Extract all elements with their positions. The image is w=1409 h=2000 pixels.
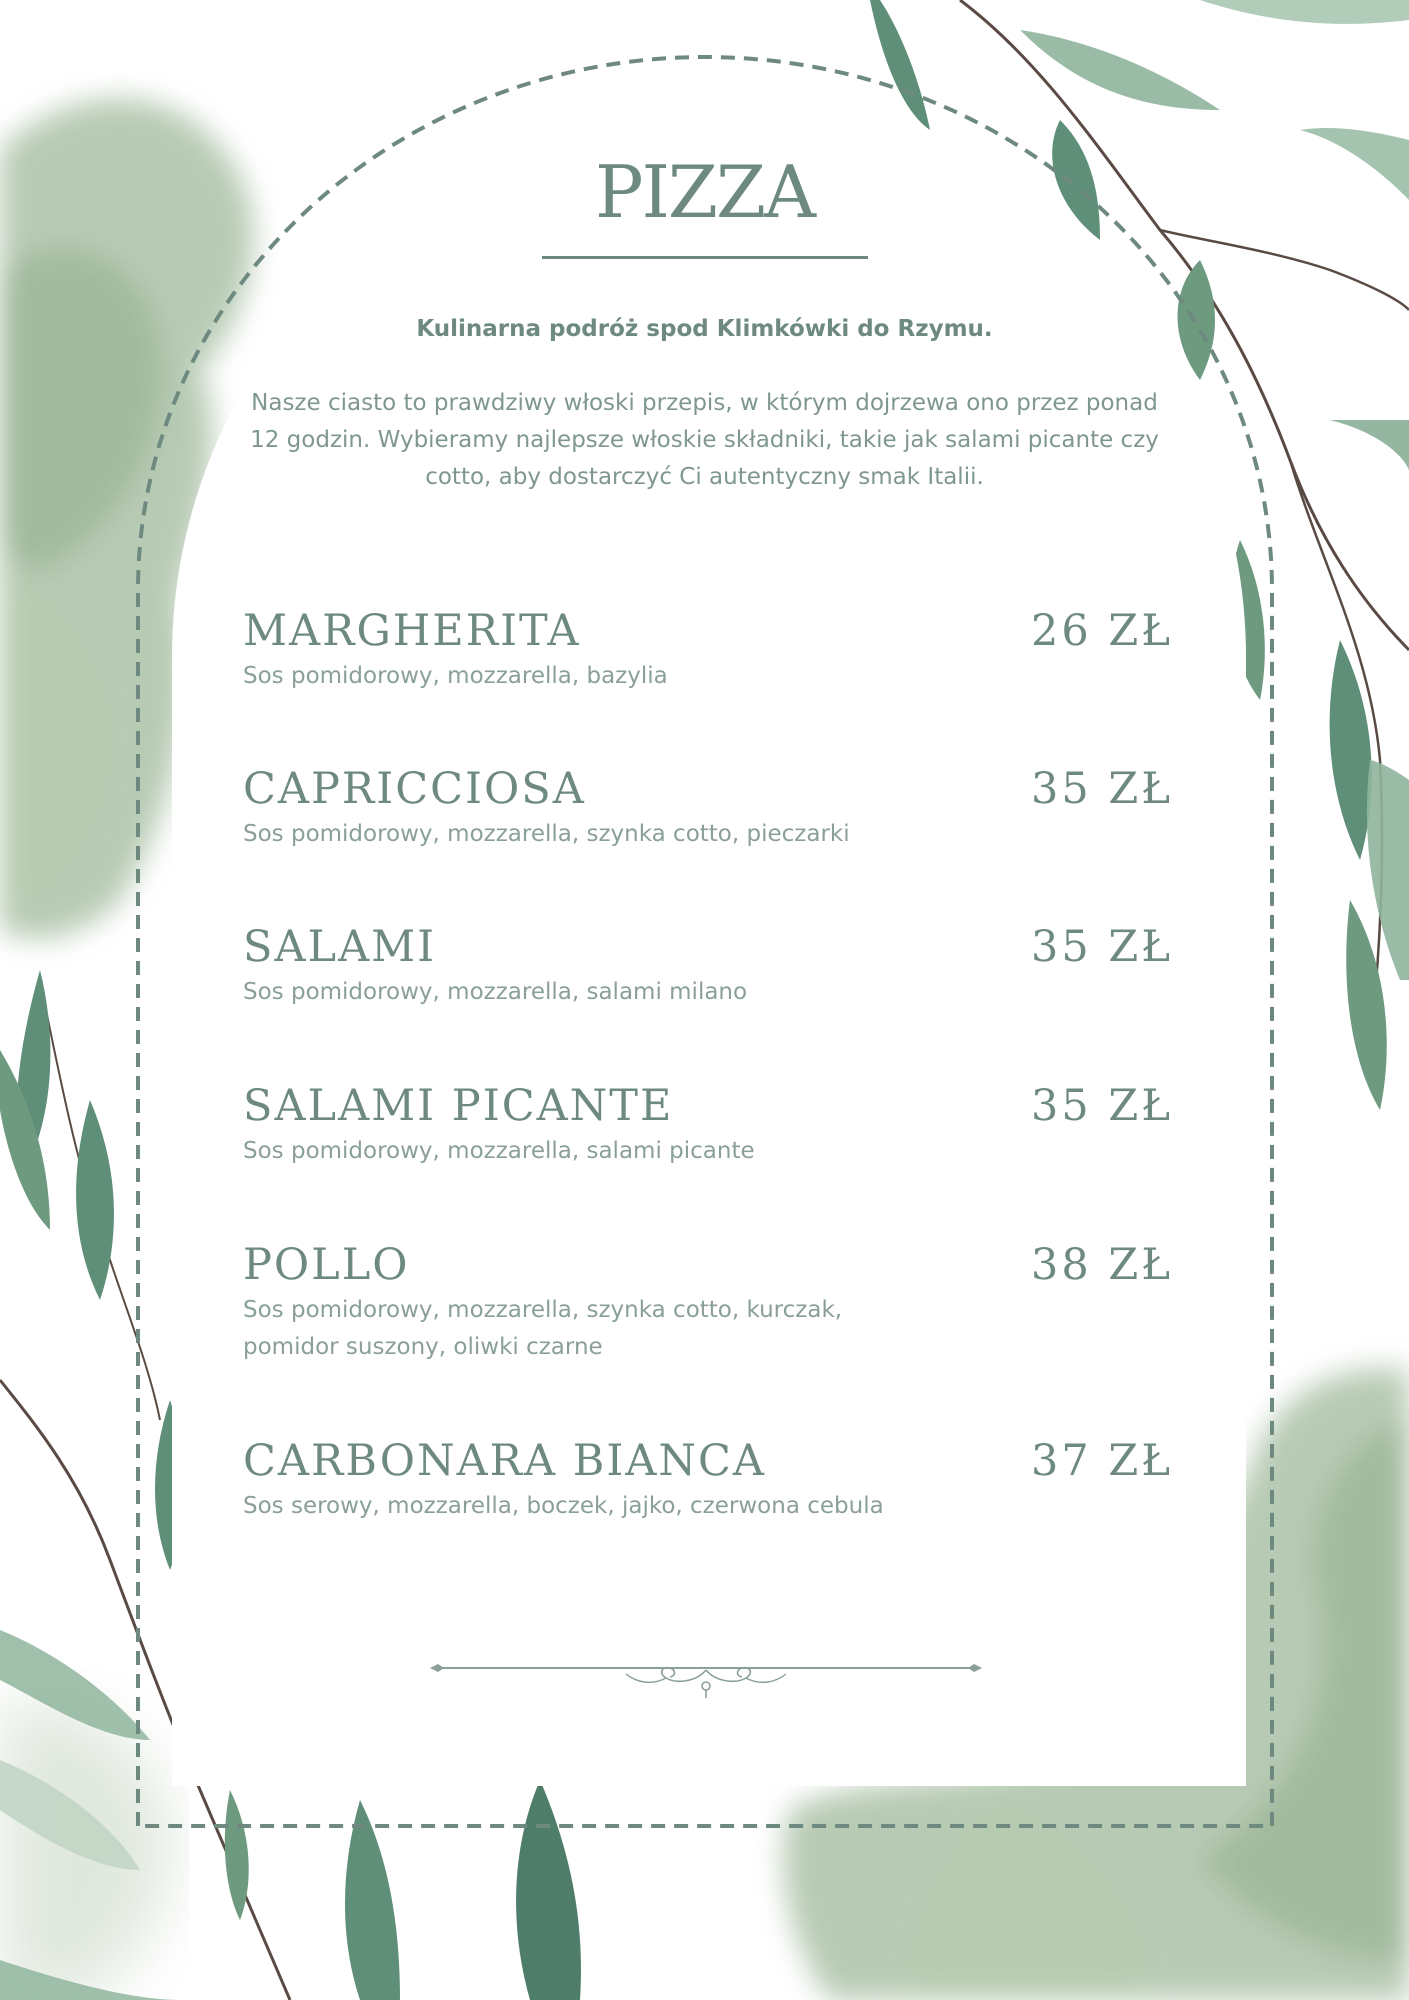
title-underline [542, 256, 868, 259]
menu-item [243, 604, 1173, 695]
item-name: CAPRICCIOSA [243, 764, 586, 814]
item-description: Sos serowy, mozzarella, boczek, jajko, czerwona cebula [243, 1493, 884, 1519]
item-price: 35 ZŁ [1030, 1081, 1173, 1131]
menu-item [243, 920, 1173, 1011]
menu-tagline: Kulinarna podróż spod Klimkówki do Rzymu. [416, 316, 993, 342]
item-name: SALAMI PICANTE [243, 1081, 674, 1131]
menu-item [243, 1434, 1173, 1525]
item-name: CARBONARA BIANCA [243, 1436, 766, 1486]
menu-item [243, 762, 1173, 853]
item-description: Sos pomidorowy, mozzarella, bazylia [243, 663, 668, 689]
item-name: MARGHERITA [243, 606, 581, 656]
item-price: 37 ZŁ [1030, 1436, 1173, 1486]
item-description: Sos pomidorowy, mozzarella, szynka cotto, kurczak, pomidor suszony, oliwki czarne [243, 1297, 843, 1360]
item-description: Sos pomidorowy, mozzarella, salami picante [243, 1138, 755, 1164]
flourish-divider-icon [426, 1656, 986, 1706]
item-price: 26 ZŁ [1030, 606, 1173, 656]
item-description: Sos pomidorowy, mozzarella, szynka cotto, pieczarki [243, 821, 850, 847]
item-price: 35 ZŁ [1030, 922, 1173, 972]
item-price: 38 ZŁ [1030, 1240, 1173, 1290]
item-description: Sos pomidorowy, mozzarella, salami milano [243, 979, 748, 1005]
menu-item [243, 1079, 1173, 1170]
menu-title: PIZZA [595, 150, 814, 234]
menu-intro: Nasze ciasto to prawdziwy włoski przepis, w którym dojrzewa ono przez ponad 12 godzin. Wybieramy najlepsze włoskie składniki, takie jak salami picante czy cotto, aby dostarczyć Ci autentyczny smak Italii. [250, 390, 1159, 490]
item-price: 35 ZŁ [1030, 764, 1173, 814]
item-name: POLLO [243, 1240, 410, 1290]
menu-item [243, 1238, 1173, 1366]
item-name: SALAMI [243, 922, 437, 972]
